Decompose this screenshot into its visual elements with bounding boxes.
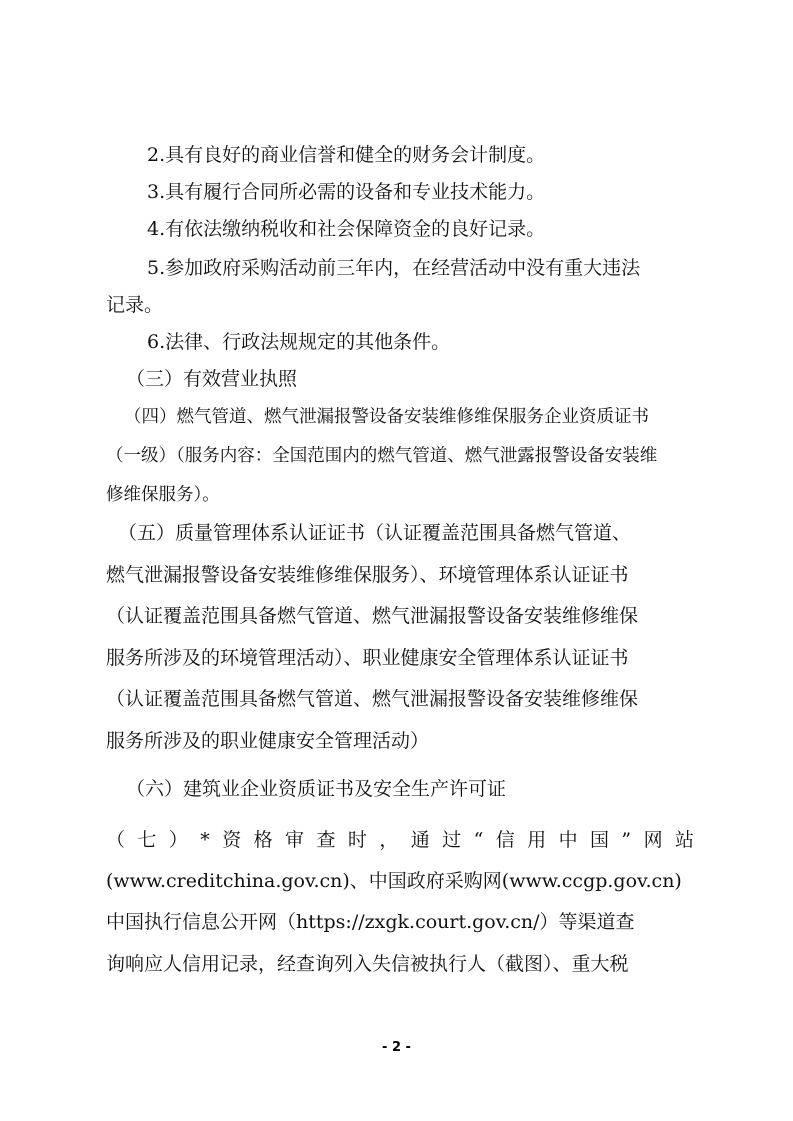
paragraph-item-2: 2.具有良好的商业信誉和健全的财务会计制度。: [147, 144, 546, 166]
section-6-heading: （六）建筑业企业资质证书及安全生产许可证: [126, 778, 507, 800]
paragraph-item-5-line-2: 记录。: [106, 294, 164, 316]
section-5-line-3: （认证覆盖范围具备燃气管道、燃气泄漏报警设备安装维修维保: [106, 605, 639, 627]
section-4-line-2: （一级）（服务内容：全国范围内的燃气管道、燃气泄露报警设备安装维: [106, 446, 658, 466]
section-5-line-2: 燃气泄漏报警设备安装维修维保服务）、环境管理体系认证证书: [106, 564, 629, 586]
section-7-line-4: 询响应人信用记录，经查询列入失信被执行人（截图）、重大税: [106, 953, 629, 975]
section-5-line-5: （认证覆盖范围具备燃气管道、燃气泄漏报警设备安装维修维保: [106, 688, 639, 710]
section-3-heading: （三）有效营业执照: [126, 368, 298, 390]
paragraph-item-6: 6.法律、行政法规规定的其他条件。: [147, 331, 451, 353]
section-7-line-3: 中国执行信息公开网（https://zxgk.court.gov.cn/）等渠道查: [106, 911, 635, 933]
paragraph-item-5-line-1: 5.参加政府采购活动前三年内，在经营活动中没有重大违法: [147, 257, 641, 279]
section-7-line-1: （七）*资格审查时，通过“信用中国”网站: [106, 829, 694, 851]
section-5-line-6: 服务所涉及的职业健康安全管理活动）: [106, 730, 430, 752]
section-5-line-1: （五）质量管理体系认证证书（认证覆盖范围具备燃气管道、: [118, 522, 632, 544]
section-4-line-3: 修维保服务）。: [106, 485, 220, 505]
section-4-line-1: （四）燃气管道、燃气泄漏报警设备安装维修维保服务企业资质证书: [124, 407, 649, 427]
page-number: - 2 -: [382, 1040, 411, 1055]
section-5-line-4: 服务所涉及的环境管理活动）、职业健康安全管理体系认证证书: [106, 647, 629, 669]
paragraph-item-4: 4.有依法缴纳税收和社会保障资金的良好记录。: [147, 218, 546, 240]
section-7-line-2: (www.creditchina.gov.cn)、中国政府采购网(www.ccgp.gov.cn): [106, 870, 682, 892]
paragraph-item-3: 3.具有履行合同所必需的设备和专业技术能力。: [147, 181, 546, 203]
